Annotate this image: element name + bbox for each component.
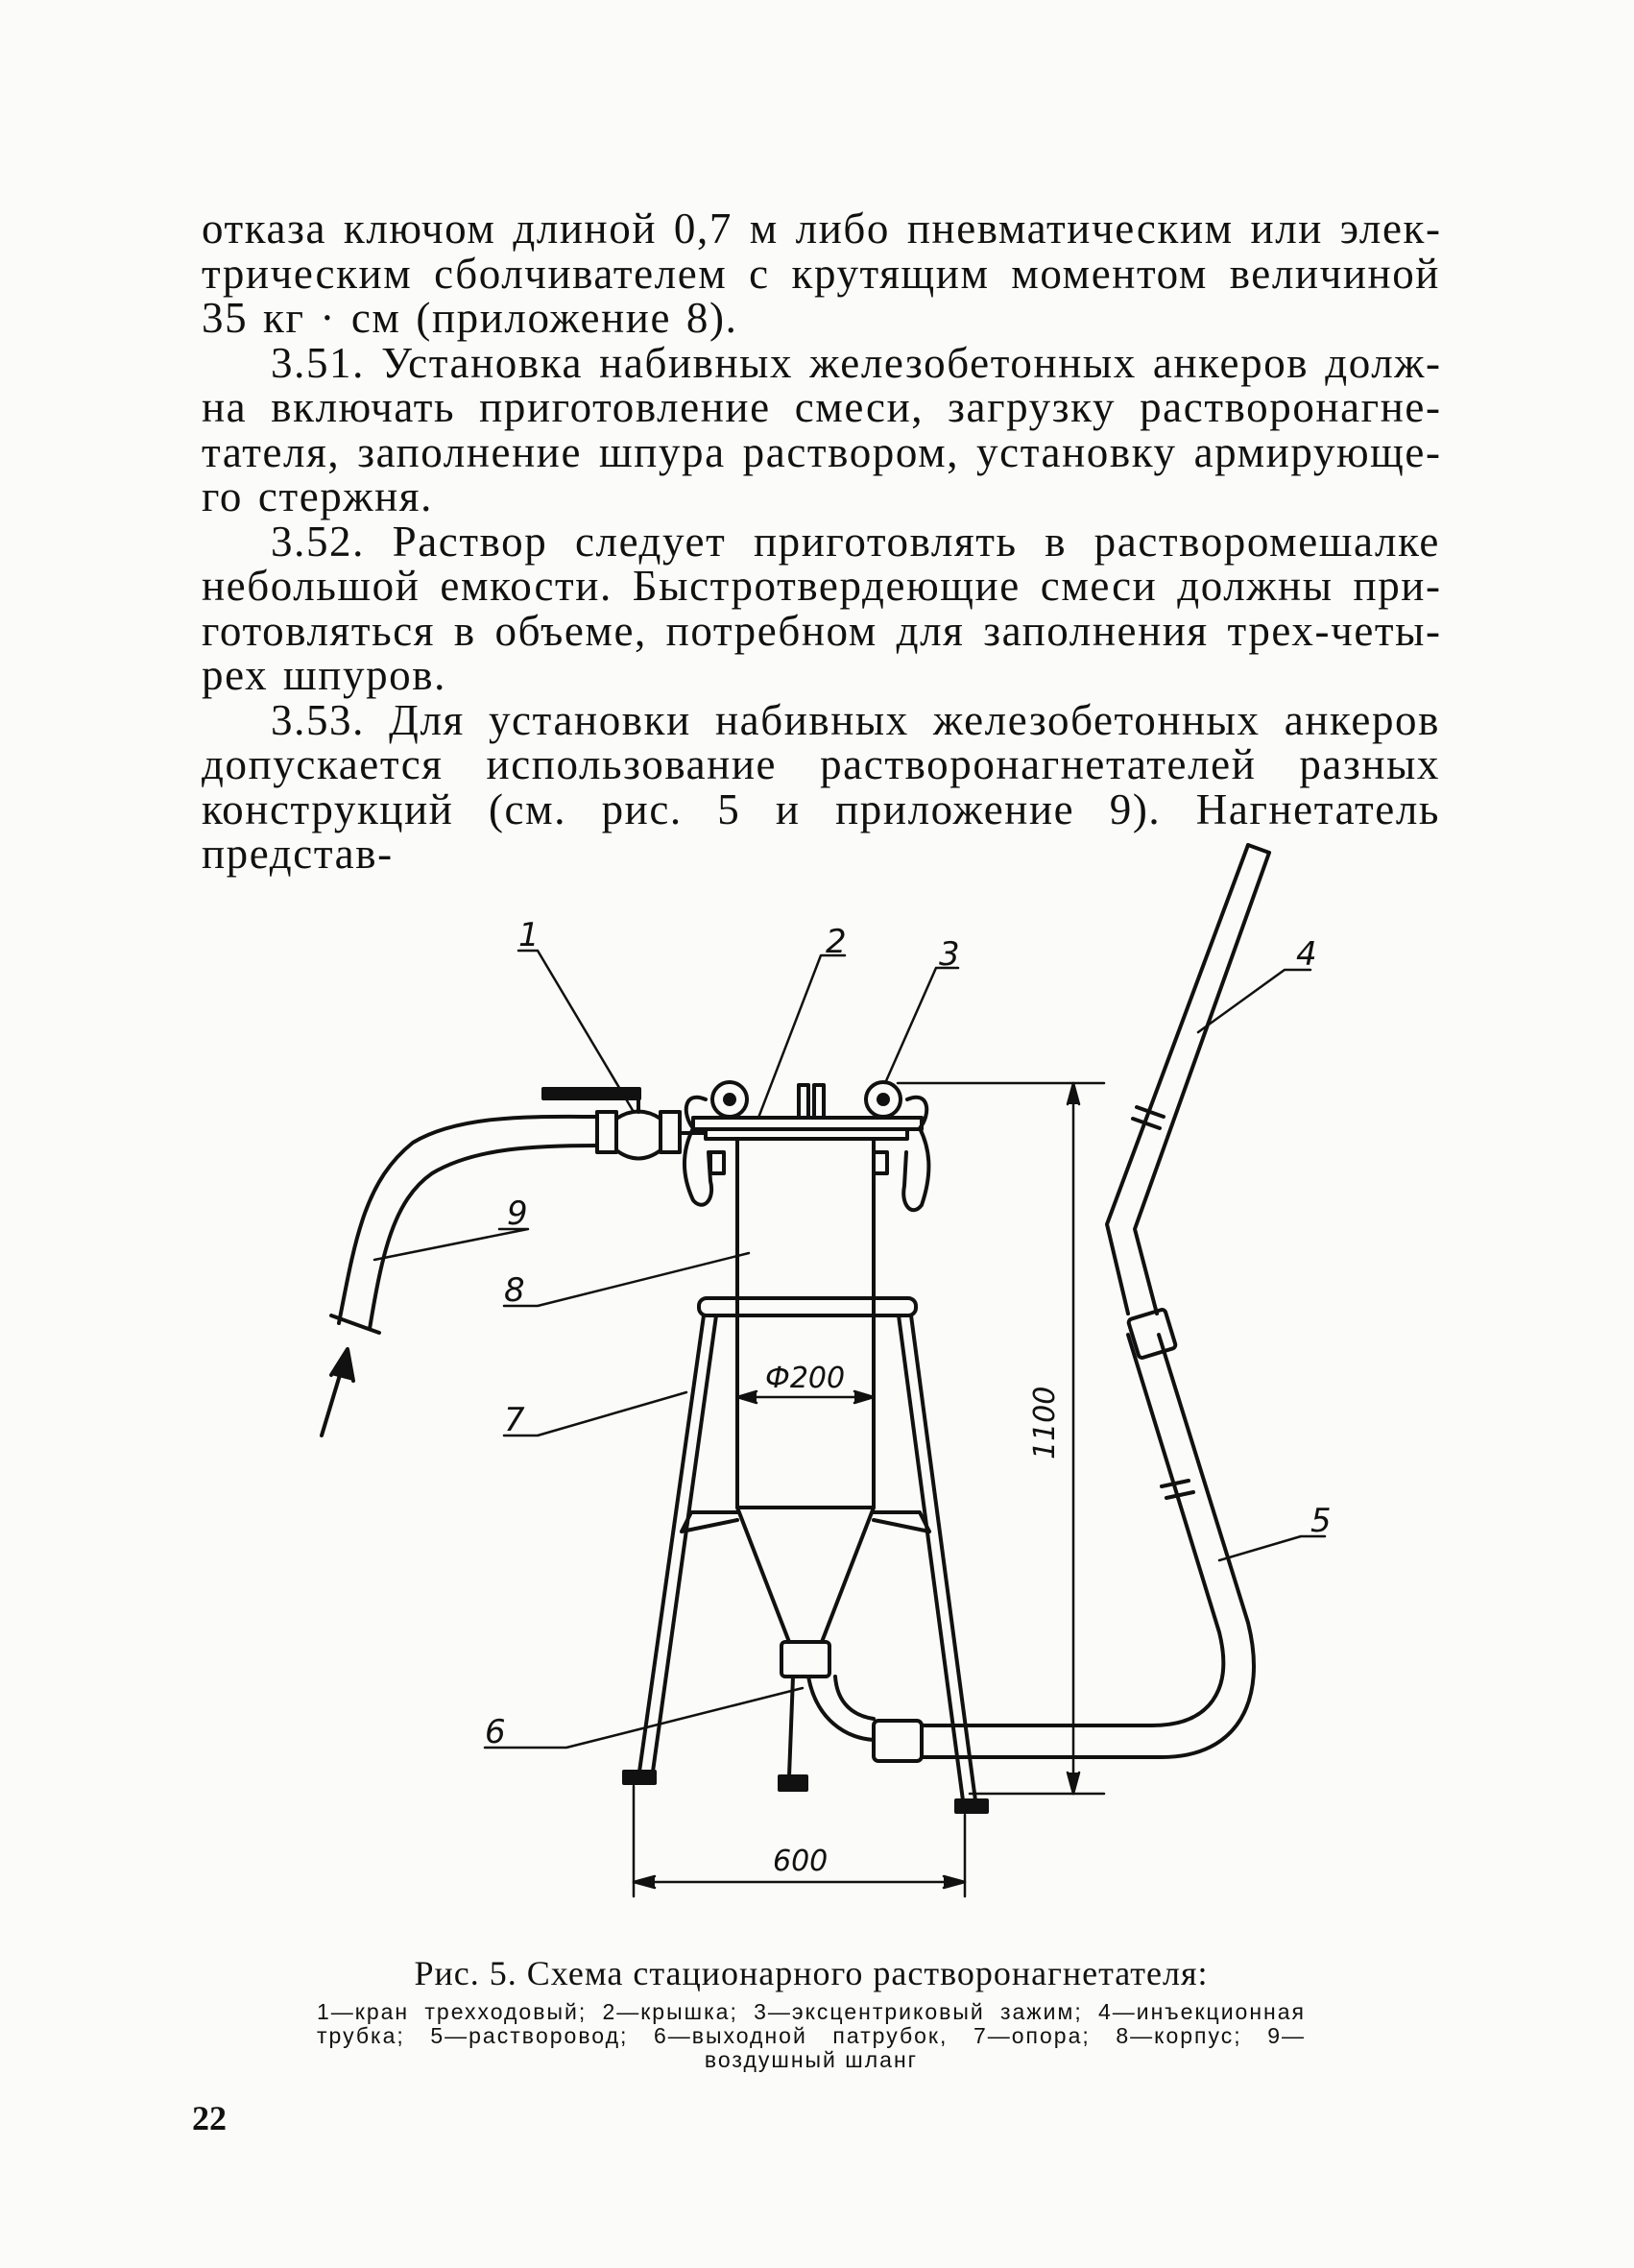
caption-legend: 1—кран трехходовый; 2—крышка; 3—эксцентриковый зажим; 4—инъекционная трубка; 5—раствopовод; 6—выходной патрубок, 7—опора; 8—корпус; 9—воздушный шланг: [317, 1999, 1306, 2072]
label-5: 5: [1310, 1502, 1332, 1540]
paragraph-continuation: отказа ключом длиной 0,7 м либо пневматическим или электрическим сболчивателем с крутящим моментом величиной 35 кг · см (приложение 8).: [202, 205, 1440, 342]
paragraph-3-52: 3.52. Раствор следует приготовлять в растворомешалке небольшой емкости. Быстротвердеющие смеси должны приготовляться в объеме, потребном для заполнения трех-четырех шпуров.: [202, 517, 1440, 699]
label-9: 9: [507, 1194, 528, 1233]
label-2: 2: [826, 923, 847, 961]
injection-tube: [1107, 845, 1269, 1314]
label-4: 4: [1296, 935, 1317, 974]
paragraph-3-53: 3.53. Для установки набивных железобетонных анкеров допускается использование растворонагнетателей разных конструкций (см. рис. 5 и приложение 9). Нагнетатель представ-: [202, 695, 1440, 878]
label-7: 7: [504, 1401, 525, 1439]
three-way-valve: [543, 1089, 706, 1159]
dimension-width: 600: [773, 1845, 829, 1878]
cylinder-body: [737, 1139, 874, 1790]
label-1: 1: [518, 916, 540, 954]
dimension-diameter: Ф200: [765, 1362, 846, 1395]
page-number: 22: [192, 2099, 227, 2137]
leader-lines: [374, 951, 1325, 1748]
caption-title: Рис. 5. Схема стационарного растворонагнетателя:: [414, 1954, 1209, 1992]
flow-arrow: [322, 1349, 353, 1436]
paragraph-3-51: 3.51. Установка набивных железобетонных анкеров должна включать приготовление смеси, загрузку растворонагнетателя, заполнение шпура раствором, установку армирующего стержня.: [202, 338, 1440, 520]
label-8: 8: [504, 1271, 525, 1310]
label-6: 6: [485, 1713, 506, 1751]
label-3: 3: [939, 935, 960, 974]
dimension-height: 1100: [1028, 1386, 1062, 1460]
width-dimension: [634, 1786, 965, 1896]
figure-caption: [317, 1952, 1306, 2072]
